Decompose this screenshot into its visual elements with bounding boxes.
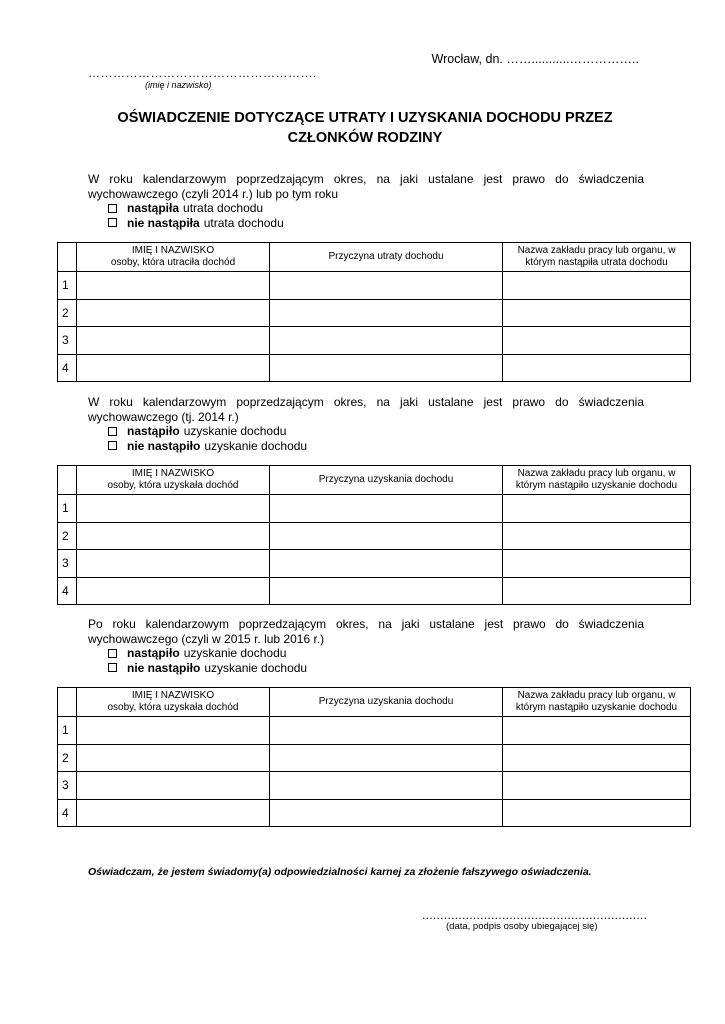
table-row [58,272,691,300]
header-text: IMIĘ I NAZWISKO [131,468,215,479]
row-number: 1 [58,272,77,300]
row-number: 3 [58,327,77,355]
table-row [58,327,691,355]
table-2 [57,465,691,605]
table-row [58,522,691,550]
document-title [70,108,660,148]
option-text: uzyskanie dochodu [183,424,287,438]
table-3 [57,687,691,827]
table-row [58,799,691,827]
option-bold: nie nastąpiło [127,660,201,675]
employer-cell[interactable] [503,717,691,745]
checkbox-icon[interactable] [108,218,117,227]
row-number: 3 [58,550,77,578]
option-text: uzyskanie dochodu [183,646,287,660]
header-text: osoby, która uzyskała dochód [107,702,239,713]
header-text: Nazwa zakładu pracy lub organu, w [517,468,676,479]
checkbox-icon[interactable] [108,663,117,672]
header-text: którym nastąpiło uzyskanie dochodu [515,702,678,713]
section-1-option-1[interactable] [108,201,644,216]
header-index-cell [58,243,77,272]
header-name-cell [77,243,270,272]
section-3-paragraph: Po roku kalendarzowym poprzedzającym okres, na jaki ustalane jest prawo do świadczenia wychowawczego (czyli w 2015 r. lub 2016 r.) [88,617,644,646]
row-number: 1 [58,495,77,523]
signature-dotted-line: .............................................................. [422,908,648,922]
reason-cell[interactable] [270,495,503,523]
header-reason-cell: Przyczyna uzyskania dochodu [270,688,503,717]
table-row [58,354,691,382]
employer-cell[interactable] [503,522,691,550]
header-name-cell [77,466,270,495]
name-cell[interactable] [77,799,270,827]
header-text: Nazwa zakładu pracy lub organu, w [517,245,676,256]
row-number: 1 [58,717,77,745]
header-index-cell [58,688,77,717]
name-cell[interactable] [77,354,270,382]
name-cell[interactable] [77,717,270,745]
option-bold: nie nastąpiło [127,438,201,453]
section-3-option-2[interactable] [108,661,644,676]
checkbox-icon[interactable] [108,427,117,436]
table-row [58,550,691,578]
checkbox-icon[interactable] [108,204,117,213]
employer-cell[interactable] [503,772,691,800]
section-3-option-1[interactable] [108,646,644,661]
header-text: którym nastąpiła utrata dochodu [525,257,668,268]
header-name-cell [77,688,270,717]
reason-cell[interactable] [270,272,503,300]
name-cell[interactable] [77,744,270,772]
row-number: 2 [58,744,77,772]
option-text: utrata dochodu [203,215,284,230]
section-3 [88,617,644,675]
header-reason-cell: Przyczyna utraty dochodu [270,243,503,272]
table-header-row [58,243,691,272]
section-2-paragraph: W roku kalendarzowym poprzedzającym okres, na jaki ustalane jest prawo do świadczenia wychowawczego (tj. 2014 r.) [88,395,644,424]
title-line-1: OŚWIADCZENIE DOTYCZĄCE UTRATY I UZYSKANIA DOCHODU PRZEZ [117,110,613,126]
reason-cell[interactable] [270,717,503,745]
option-text: uzyskanie dochodu [204,438,308,453]
employer-cell[interactable] [503,495,691,523]
employer-cell[interactable] [503,744,691,772]
row-number: 4 [58,354,77,382]
checkbox-icon[interactable] [108,649,117,658]
employer-cell[interactable] [503,354,691,382]
date-line: Wrocław, dn. ……...........…………….. [431,52,639,66]
header-text: osoby, która utraciła dochód [110,257,236,268]
declaration-text: Oświadczam, że jestem świadomy(a) odpowiedzialności karnej za złożenie fałszywego oświadczenia. [88,866,592,878]
section-2-option-2[interactable] [108,439,644,454]
reason-cell[interactable] [270,522,503,550]
name-cell[interactable] [77,272,270,300]
name-cell[interactable] [77,522,270,550]
employer-cell[interactable] [503,577,691,605]
header-employer-cell [503,466,691,495]
employer-cell[interactable] [503,799,691,827]
header-text: IMIĘ I NAZWISKO [131,245,215,256]
header-text: IMIĘ I NAZWISKO [131,690,215,701]
employer-cell[interactable] [503,299,691,327]
table-row [58,495,691,523]
name-cell[interactable] [77,327,270,355]
table-header-row [58,466,691,495]
option-text: uzyskanie dochodu [204,660,308,675]
section-2-option-1[interactable] [108,424,644,439]
section-2 [88,395,644,453]
option-bold: nastąpiło [127,646,180,660]
reason-cell[interactable] [270,577,503,605]
row-number: 2 [58,299,77,327]
name-cell[interactable] [77,772,270,800]
table-row [58,577,691,605]
row-number: 4 [58,577,77,605]
reason-cell[interactable] [270,744,503,772]
row-number: 3 [58,772,77,800]
reason-cell[interactable] [270,299,503,327]
table-row [58,744,691,772]
option-bold: nie nastąpiła [127,215,200,230]
name-cell[interactable] [77,550,270,578]
reason-cell[interactable] [270,550,503,578]
header-text: osoby, która uzyskała dochód [107,480,239,491]
row-number: 4 [58,799,77,827]
option-bold: nastąpiło [127,424,180,438]
title-line-2: CZŁONKÓW RODZINY [287,130,443,146]
section-1-paragraph: W roku kalendarzowym poprzedzającym okres, na jaki ustalane jest prawo do świadczenia wychowawczego (czyli 2014 r.) lub po tym roku [88,172,644,201]
reason-cell[interactable] [270,354,503,382]
header-text: Nazwa zakładu pracy lub organu, w [517,690,676,701]
name-caption: (imię i nazwisko) [145,80,212,90]
section-1 [88,172,644,230]
name-cell[interactable] [77,577,270,605]
option-text: utrata dochodu [183,201,264,215]
employer-cell[interactable] [503,272,691,300]
table-header-row [58,688,691,717]
header-text: którym nastąpiło uzyskanie dochodu [515,480,678,491]
option-bold: nastąpiła [127,201,180,215]
name-dotted-line: ………………………………………………. [88,66,317,80]
reason-cell[interactable] [270,327,503,355]
signature-caption: (data, podpis osoby ubiegającej się) [446,921,598,932]
name-cell[interactable] [77,495,270,523]
table-1 [57,242,691,382]
checkbox-icon[interactable] [108,441,117,450]
table-row [58,717,691,745]
row-number: 2 [58,522,77,550]
employer-cell[interactable] [503,550,691,578]
header-reason-cell: Przyczyna uzyskania dochodu [270,466,503,495]
employer-cell[interactable] [503,327,691,355]
table-row [58,299,691,327]
name-cell[interactable] [77,299,270,327]
reason-cell[interactable] [270,799,503,827]
table-row [58,772,691,800]
header-index-cell [58,466,77,495]
reason-cell[interactable] [270,772,503,800]
header-employer-cell [503,688,691,717]
section-1-option-2[interactable] [108,216,644,231]
header-employer-cell [503,243,691,272]
